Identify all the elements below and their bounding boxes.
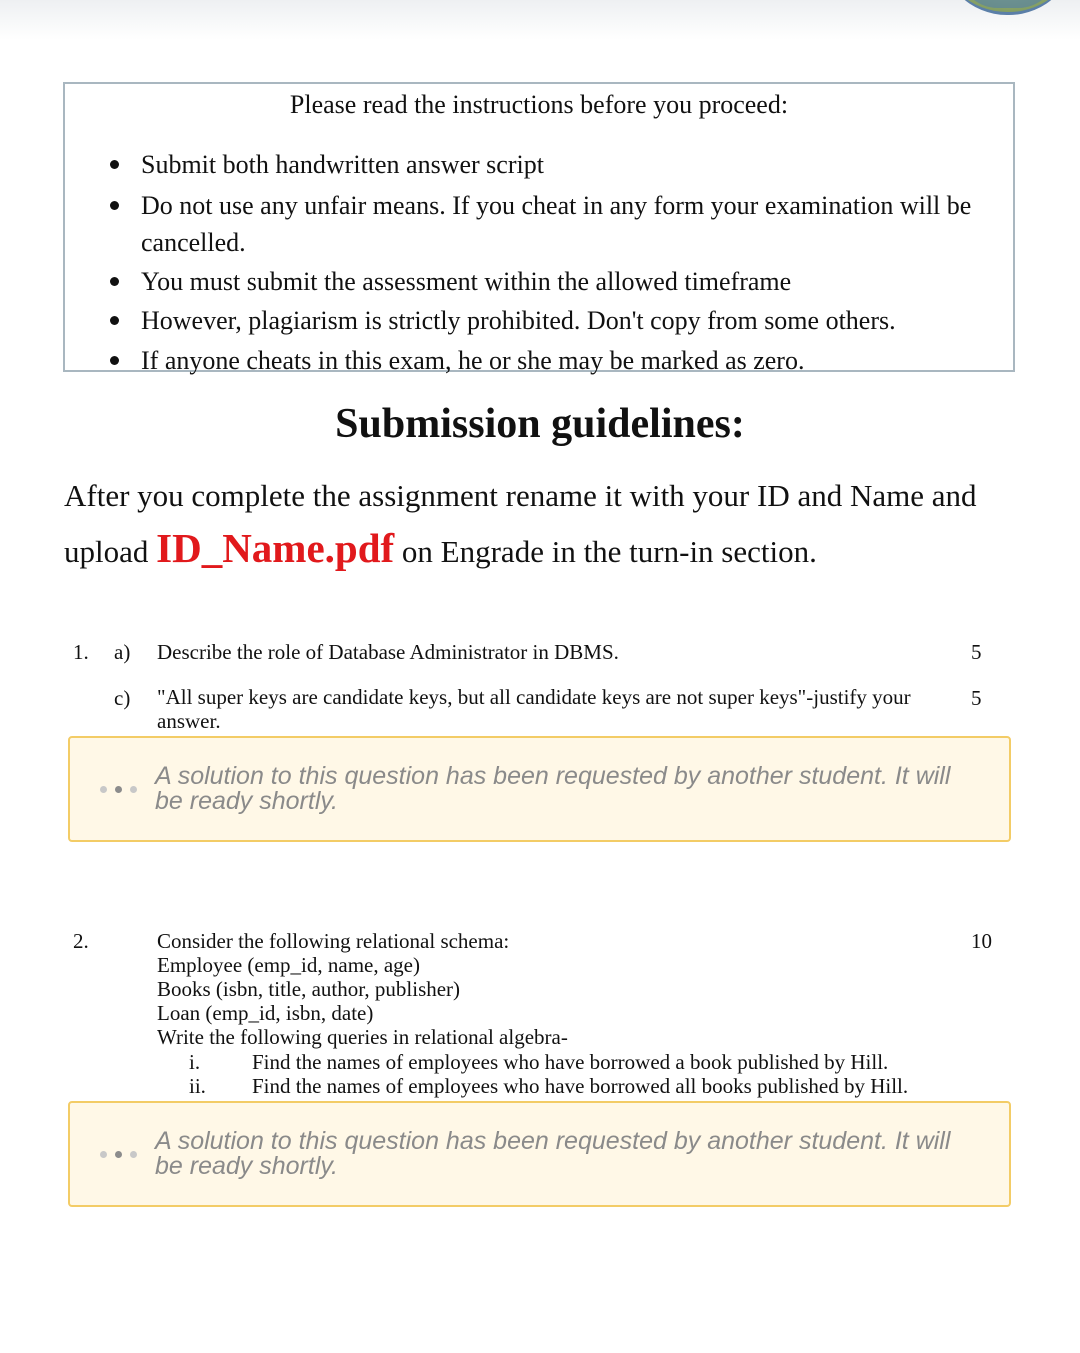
instructions-title: Please read the instructions before you proceed: [289, 90, 789, 119]
solution-pending-notice [68, 736, 1011, 842]
bullet-icon [110, 356, 119, 365]
top-shade [0, 0, 1080, 40]
question-marks: 5 [971, 640, 982, 664]
question-number: 2. [73, 929, 89, 953]
question-line: Books (isbn, title, author, publisher) [157, 977, 461, 1001]
loading-dots-icon [100, 786, 145, 794]
notice-text: A solution to this question has been requested by another student. It will be ready shortly. [155, 762, 951, 815]
bullet-icon [110, 277, 119, 286]
notice-text: A solution to this question has been requested by another student. It will be ready shortly. [155, 1127, 951, 1180]
instructions-box: Please read the instructions before you proceed: Submit both handwritten answer script Do not use any unfair means. If you cheat in any form your examination will be cancelled. You must submit the assessment within the allowed timeframe However, plagiarism is strictly prohibited. Don't copy from some others. If anyone cheats in this exam, he or she may be marked as zero. [63, 82, 1015, 372]
question-marks: 5 [971, 686, 982, 710]
subpart-label: i. [189, 1050, 201, 1074]
question-marks: 10 [971, 929, 992, 953]
question-line: Employee (emp_id, name, age) [157, 953, 420, 977]
subpart-text: Find the names of employees who have borrowed all books published by Hill. [252, 1074, 909, 1098]
question-part-label: c) [114, 686, 131, 710]
solution-pending-notice [68, 1101, 1011, 1207]
question-text: "All super keys are candidate keys, but all candidate keys are not super keys"-justify your answer. [157, 685, 911, 733]
loading-dots-icon [100, 1151, 145, 1159]
bullet-icon [110, 316, 119, 325]
question-line: Write the following queries in relational algebra- [157, 1025, 568, 1049]
question-line: Consider the following relational schema: [157, 929, 510, 953]
bullet-icon [110, 160, 119, 169]
question-part-label: a) [114, 640, 131, 664]
question-text: Describe the role of Database Administrator in DBMS. [157, 640, 619, 664]
question-number: 1. [73, 640, 89, 664]
subpart-label: ii. [189, 1074, 206, 1098]
submission-text: After you complete the assignment rename it with your ID and Name and upload ID_Name.pdf on Engrade in the turn-in section. [64, 478, 977, 571]
filename-format: ID_Name.pdf [156, 525, 395, 571]
question-line: Loan (emp_id, isbn, date) [157, 1001, 374, 1025]
bullet-icon [110, 201, 119, 210]
submission-title: Submission guidelines: [335, 401, 745, 447]
subpart-text: Find the names of employees who have borrowed a book published by Hill. [252, 1050, 889, 1074]
